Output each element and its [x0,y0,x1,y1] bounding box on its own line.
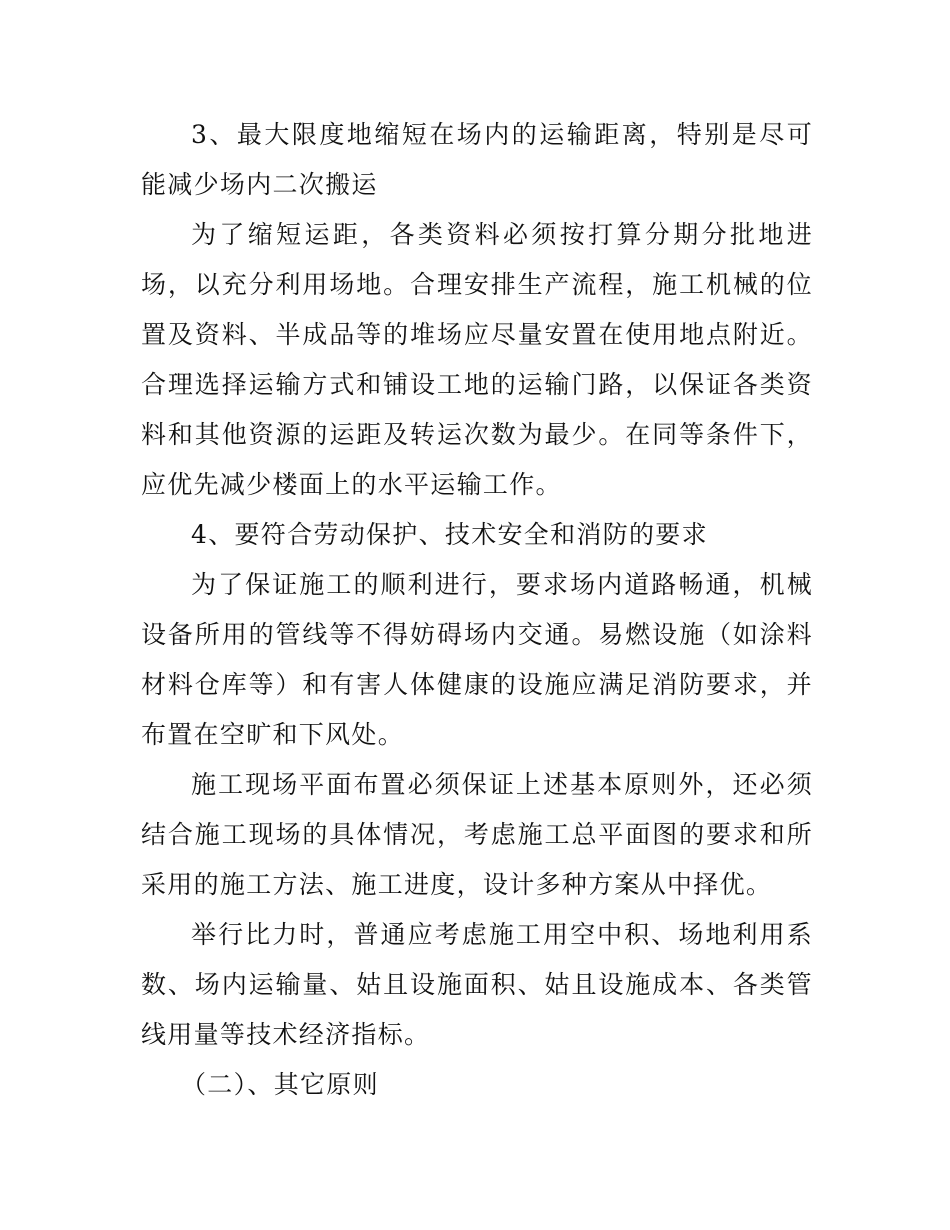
paragraph-safety-fire: 为了保证施工的顺利进行，要求场内道路畅通，机械设备所用的管线等不得妨碍场内交通。易燃设施（如涂料材料仓库等）和有害人体健康的设施应满足消防要求，并布置在空旷和下风处。 [141,570,813,749]
paragraph-layout-plan: 施工现场平面布置必须保证上述基本原则外，还必须结合施工现场的具体情况，考虑施工总平面图的要求和所采用的施工方法、施工进度，设计多种方案从中择优。 [141,770,813,899]
section-heading-4: 4、要符合劳动保护、技术安全和消防的要求 [191,520,708,549]
paragraph-transport-distance: 为了缩短运距，各类资料必须按打算分期分批地进场，以充分利用场地。合理安排生产流程，施工机械的位置及资料、半成品等的堆场应尽量安置在使用地点附近。合理选择运输方式和铺设工地的运输门路，以保证各类资料和其他资源的运距及转运次数为最少。在同等条件下，应优先减少楼面上的水平运输工作。 [141,220,813,499]
section-heading-other-principles: （二）、其它原则 [181,1070,379,1099]
document-body [141,110,813,1110]
section-heading-3: 3、最大限度地缩短在场内的运输距离，特别是尽可能减少场内二次搬运 [141,120,813,199]
paragraph-comparison-indicators: 举行比力时，普通应考虑施工用空中积、场地利用系数、场内运输量、姑且设施面积、姑且设施成本、各类管线用量等技术经济指标。 [141,920,813,1049]
